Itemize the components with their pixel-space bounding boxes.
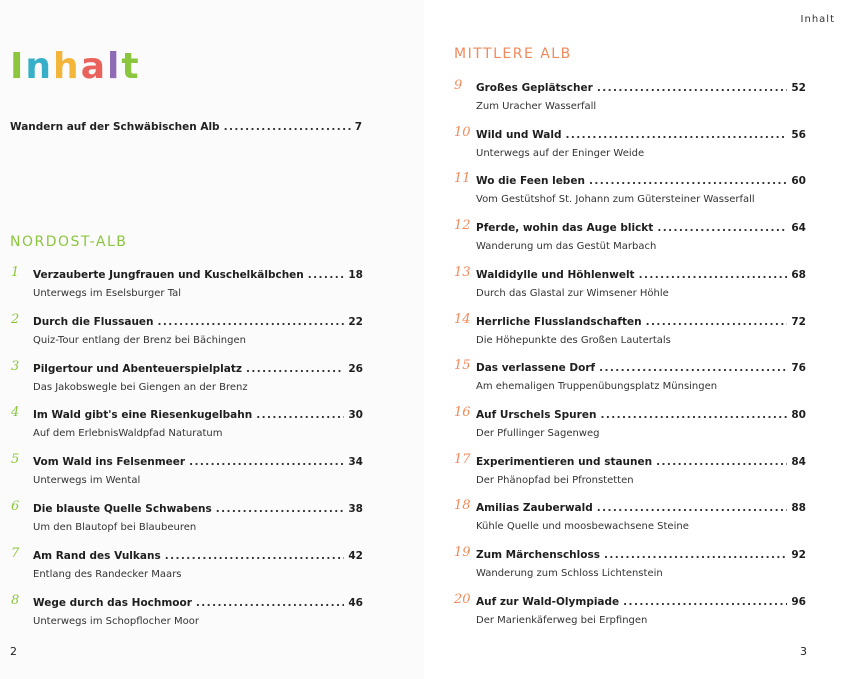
toc-entry[interactable] xyxy=(11,452,363,496)
leader-dots xyxy=(246,363,344,375)
toc-entry-number: 4 xyxy=(11,405,20,421)
leader-dots xyxy=(196,597,344,609)
toc-entry[interactable] xyxy=(11,265,363,309)
toc-entry[interactable] xyxy=(454,545,806,589)
toc-entry[interactable] xyxy=(11,499,363,543)
toc-entry-number: 10 xyxy=(454,124,471,140)
section-heading-nordost-alb: NORDOST-ALB xyxy=(10,234,128,250)
toc-entry-title-row xyxy=(476,362,806,374)
leader-dots xyxy=(597,502,788,514)
page-title xyxy=(10,46,141,87)
leader-dots xyxy=(597,82,788,94)
toc-entry-number: 5 xyxy=(11,452,20,468)
leader-dots xyxy=(216,503,345,515)
toc-entry-page: 60 xyxy=(791,175,806,188)
toc-entry-title-row xyxy=(476,502,806,514)
toc-entry[interactable] xyxy=(11,358,363,403)
toc-entry-title: Zum Märchenschloss xyxy=(476,549,600,561)
leader-dots xyxy=(623,596,787,608)
section-heading-mittlere-alb: MITTLERE ALB xyxy=(454,46,572,62)
toc-entry-subtitle: Unterwegs im Wental xyxy=(33,475,141,487)
toc-entry-subtitle: Der Phänopfad bei Pfronstetten xyxy=(476,474,634,486)
toc-entry[interactable] xyxy=(454,78,806,122)
leader-dots xyxy=(256,409,344,421)
toc-entry[interactable] xyxy=(454,311,806,356)
toc-entry-subtitle: Vom Gestütshof St. Johann zum Gütersteiner Wasserfall xyxy=(476,194,755,206)
toc-entry-title: Großes Geplätscher xyxy=(476,82,593,94)
toc-entry-title-row xyxy=(33,316,363,328)
leader-dots xyxy=(158,316,345,328)
toc-entry[interactable] xyxy=(11,311,363,356)
toc-entry-subtitle: Der Pfullinger Sagenweg xyxy=(476,427,600,439)
toc-entry-page: 7 xyxy=(354,121,362,133)
leader-dots xyxy=(600,409,787,421)
toc-entry[interactable] xyxy=(11,405,363,449)
toc-entry-title: Herrliche Flusslandschaften xyxy=(476,315,642,328)
toc-entry-subtitle: Kühle Quelle und moosbewachsene Steine xyxy=(476,521,689,533)
toc-entry-subtitle: Um den Blautopf bei Blaubeuren xyxy=(33,522,197,533)
toc-entry-subtitle: Am ehemaligen Truppenübungsplatz Münsingen xyxy=(476,381,718,393)
toc-entry-number: 13 xyxy=(454,264,471,280)
toc-entry[interactable] xyxy=(11,545,363,590)
leader-dots xyxy=(604,549,787,561)
toc-entry-title-row xyxy=(33,456,363,468)
toc-entry-number: 3 xyxy=(11,358,20,374)
toc-entry-number: 15 xyxy=(454,358,471,374)
toc-entry-page: 18 xyxy=(348,269,363,281)
toc-entry-page: 22 xyxy=(348,315,363,328)
toc-entry-number: 11 xyxy=(454,171,471,187)
toc-entry-title-row xyxy=(476,82,806,94)
toc-entry-title-row xyxy=(476,409,806,421)
toc-entry-subtitle: Unterwegs auf der Eninger Weide xyxy=(476,147,645,159)
title-letter: I xyxy=(10,46,26,87)
toc-entry[interactable] xyxy=(454,404,806,449)
toc-entry-page: 46 xyxy=(348,596,363,609)
leader-dots xyxy=(639,269,788,281)
title-letter: a xyxy=(80,46,107,87)
toc-entry-page: 42 xyxy=(348,549,363,562)
toc-entry-number: 9 xyxy=(454,78,463,93)
left-page xyxy=(0,0,424,679)
toc-entry-title-row xyxy=(33,363,363,375)
leader-dots xyxy=(599,362,787,374)
toc-entry-subtitle: Der Marienkäferweg bei Erpfingen xyxy=(476,614,648,626)
toc-entry-number: 20 xyxy=(454,591,471,607)
toc-entry-subtitle: Die Höhepunkte des Großen Lautertals xyxy=(476,334,671,346)
leader-dots xyxy=(657,222,787,234)
toc-entry-title: Wege durch das Hochmoor xyxy=(33,596,192,609)
toc-entry-page: 34 xyxy=(348,456,363,469)
toc-entry-subtitle: Auf dem ErlebnisWaldpfad Naturatum xyxy=(33,428,223,440)
page-number-right: 3 xyxy=(800,645,807,658)
toc-entry-subtitle: Durch das Glastal zur Wimsener Höhle xyxy=(476,287,669,299)
toc-entry-page: 80 xyxy=(791,408,806,421)
toc-entry-number: 16 xyxy=(454,404,471,420)
toc-entry-page: 72 xyxy=(791,315,806,328)
toc-entry-title: Experimentieren und staunen xyxy=(476,455,653,468)
toc-entry-title: Amilias Zauberwald xyxy=(476,502,593,515)
toc-entry-title: Die blauste Quelle Schwabens xyxy=(33,503,212,515)
toc-entry-title-row xyxy=(33,409,363,421)
toc-entry-subtitle: Unterwegs im Schopflocher Moor xyxy=(33,615,199,627)
toc-entry-number: 18 xyxy=(454,498,471,514)
toc-entry-title: Wo die Feen leben xyxy=(476,175,585,188)
leader-dots xyxy=(565,129,787,141)
toc-entry-title: Pilgertour und Abenteuerspielplatz xyxy=(33,362,242,375)
toc-entry-number: 7 xyxy=(11,545,20,561)
toc-entry-title-row xyxy=(476,549,806,561)
toc-entry[interactable] xyxy=(11,592,363,637)
toc-entry-page: 56 xyxy=(791,128,806,141)
toc-entry-page: 84 xyxy=(791,455,806,468)
toc-entry-title-row xyxy=(33,503,363,515)
toc-entry-page: 92 xyxy=(791,549,806,561)
toc-entry-page: 64 xyxy=(791,222,806,235)
page-number-left: 2 xyxy=(10,645,17,658)
toc-entry-page: 88 xyxy=(791,502,806,515)
toc-entry-page: 38 xyxy=(348,503,363,515)
toc-entry[interactable] xyxy=(454,498,806,542)
leader-dots xyxy=(189,456,344,468)
toc-entry-number: 6 xyxy=(11,499,20,514)
toc-entry-title: Das verlassene Dorf xyxy=(476,362,596,375)
toc-entry-title: Im Wald gibt's eine Riesenkugelbahn xyxy=(33,409,253,422)
toc-entry-title-row xyxy=(476,456,806,468)
running-head: Inhalt xyxy=(800,14,835,25)
toc-entry-title-row xyxy=(476,596,806,608)
toc-entry-subtitle: Das Jakobswegle bei Giengen an der Brenz xyxy=(33,381,248,393)
toc-entry-number: 12 xyxy=(454,218,471,234)
title-letter: n xyxy=(25,46,54,87)
toc-entry-page: 30 xyxy=(348,409,363,422)
right-page xyxy=(424,0,849,679)
title-letter: t xyxy=(121,46,141,87)
toc-entry-title: Auf zur Wald-Olympiade xyxy=(476,595,620,608)
toc-entry-subtitle: Quiz-Tour entlang der Brenz bei Bächingen xyxy=(33,334,246,346)
toc-entry-number: 8 xyxy=(11,592,20,608)
toc-entry[interactable] xyxy=(454,358,806,402)
toc-entry-title: Durch die Flussauen xyxy=(33,315,154,328)
toc-entry-title-row xyxy=(476,129,806,141)
toc-entry-number: 14 xyxy=(454,311,471,327)
leader-dots xyxy=(224,121,351,133)
toc-entry-title: Wild und Wald xyxy=(476,128,562,141)
leader-dots xyxy=(589,175,787,187)
toc-entry-title: Auf Urschels Spuren xyxy=(476,408,597,421)
toc-entry-title: Pferde, wohin das Auge blickt xyxy=(476,222,654,235)
toc-entry-title: Waldidylle und Höhlenwelt xyxy=(476,268,635,281)
toc-entry-title-row xyxy=(33,550,363,562)
toc-entry-subtitle: Wanderung um das Gestüt Marbach xyxy=(476,241,657,253)
toc-entry-page: 26 xyxy=(348,362,363,375)
toc-entry-subtitle: Unterwegs im Eselsburger Tal xyxy=(33,288,182,299)
toc-entry-number: 1 xyxy=(11,265,20,280)
toc-entry-title-row xyxy=(476,316,806,328)
toc-entry-subtitle: Entlang des Randecker Maars xyxy=(33,568,182,580)
toc-entry-page: 96 xyxy=(791,595,806,608)
toc-entry-title-row xyxy=(476,175,806,187)
leader-dots xyxy=(308,269,345,281)
leader-dots xyxy=(646,316,788,328)
toc-entry-title-row xyxy=(33,269,363,281)
leader-dots xyxy=(165,550,345,562)
toc-entry-title: Wandern auf der Schwäbischen Alb xyxy=(10,121,220,133)
toc-entry-title: Verzauberte Jungfrauen und Kuschelkälbchen xyxy=(33,269,304,281)
toc-entry-title-row xyxy=(476,269,806,281)
toc-entry-title: Am Rand des Vulkans xyxy=(33,549,161,562)
title-letter: l xyxy=(106,46,122,87)
toc-entry-page: 52 xyxy=(791,82,806,94)
toc-entry[interactable] xyxy=(454,451,806,496)
toc-entry-subtitle: Wanderung zum Schloss Lichtenstein xyxy=(476,568,663,579)
toc-entry-title-row xyxy=(33,597,363,609)
toc-entry[interactable] xyxy=(454,264,806,309)
leader-dots xyxy=(656,456,787,468)
toc-entry-page: 76 xyxy=(791,362,806,375)
title-letter: h xyxy=(53,46,81,87)
toc-intro-entry[interactable] xyxy=(10,121,362,133)
toc-entry-subtitle: Zum Uracher Wasserfall xyxy=(476,101,597,112)
toc-entry[interactable] xyxy=(454,124,806,169)
toc-entry-title: Vom Wald ins Felsenmeer xyxy=(33,456,186,469)
toc-entry-number: 17 xyxy=(454,451,471,467)
toc-entry-number: 2 xyxy=(11,311,20,327)
toc-entry[interactable] xyxy=(454,591,806,636)
toc-entry-page: 68 xyxy=(791,268,806,281)
toc-entry[interactable] xyxy=(454,171,806,215)
toc-entry-number: 19 xyxy=(454,545,471,560)
toc-entry-title-row xyxy=(476,222,806,234)
toc-entry[interactable] xyxy=(454,218,806,262)
